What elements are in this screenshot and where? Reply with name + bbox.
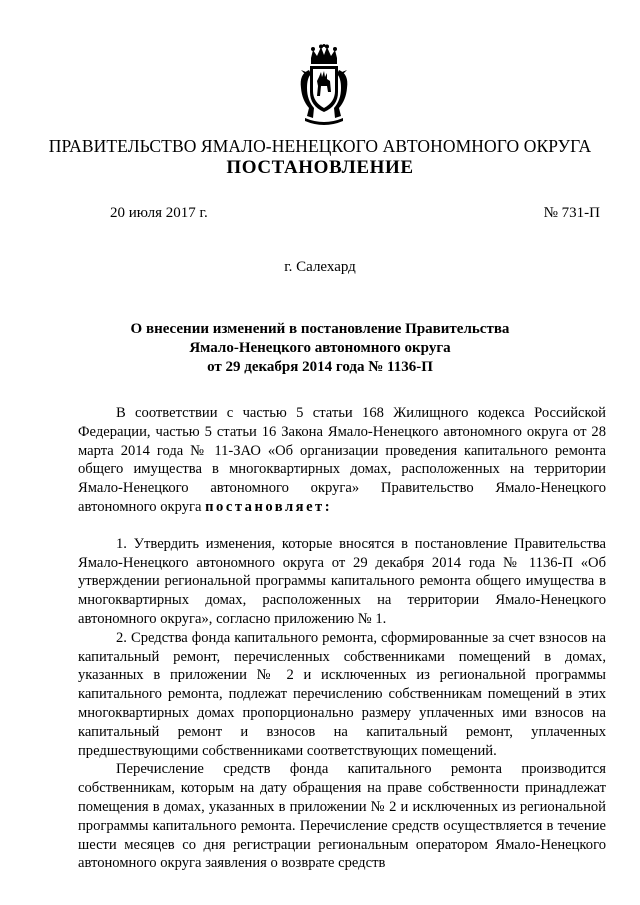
preamble-paragraph: [78, 404, 606, 517]
preamble-text: В соответствии с частью 5 статьи 168 Жилищного кодекса Российской Федерации, частью 5 статьи 16 Закона Ямало-Ненецкого автономного округа от 28 марта 2014 года № 11-ЗАО «Об организации проведения капитального ремонта общего имущества в многоквартирных домах, расположенных на территории Ямало-Ненецкого автономного округа» Правительство Ямало-Ненецкого автономного округа: [78, 405, 606, 515]
organization-title: ПРАВИТЕЛЬСТВО ЯМАЛО-НЕНЕЦКОГО АВТОНОМНОГО ОКРУГА: [48, 136, 592, 156]
document-date: 20 июля 2017 г.: [110, 205, 208, 221]
subject-line-3: от 29 декабря 2014 года № 1136-П: [207, 359, 433, 375]
coat-of-arms-emblem: [297, 44, 351, 126]
document-city: г. Салехард: [284, 259, 356, 275]
document-body: [78, 404, 606, 873]
subject-line-1: О внесении изменений в постановление Правительства: [130, 321, 510, 337]
document-subject: [100, 320, 540, 377]
document-number: № 731-П: [543, 205, 600, 221]
resolves-text: постановляет:: [205, 498, 333, 515]
item-1-paragraph: 1. Утвердить изменения, которые вносятся в постановление Правительства Ямало-Ненецкого автономного округа от 29 декабря 2014 года № 1136-П «Об утверждении региональной программы капитального ремонта общего имущества в многоквартирных домах, расположенных на территории Ямало-Ненецкого автономного округа», согласно приложению № 1.: [78, 535, 606, 627]
subject-line-2: Ямало-Ненецкого автономного округа: [189, 340, 451, 356]
item-2-continuation-paragraph: Перечисление средств фонда капитального ремонта производится собственникам, которым на дату обращения на праве собственности принадлежат помещения в домах, указанных в приложении № 2 и исключенных из региональной программы капитального ремонта. Перечисление средств осуществляется в течение шести месяцев со дня регистрации региональным оператором Ямало-Ненецкого автономного округа заявления о возврате средств: [78, 761, 606, 872]
item-2-paragraph: 2. Средства фонда капитального ремонта, сформированные за счет взносов на капитальный ремонт, перечисленных собственниками помещений в домах, указанных в приложении № 2 и исключенных из региональной программы капитального ремонта, подлежат перечислению собственникам помещений в этих многоквартирных домах пропорционально размеру уплаченных ими взносов на капитальный ремонт и взносов на капитальный ремонт, уплаченных предшествующими собственниками соответствующих помещений.: [78, 629, 606, 759]
document-type: ПОСТАНОВЛЕНИЕ: [226, 157, 414, 178]
